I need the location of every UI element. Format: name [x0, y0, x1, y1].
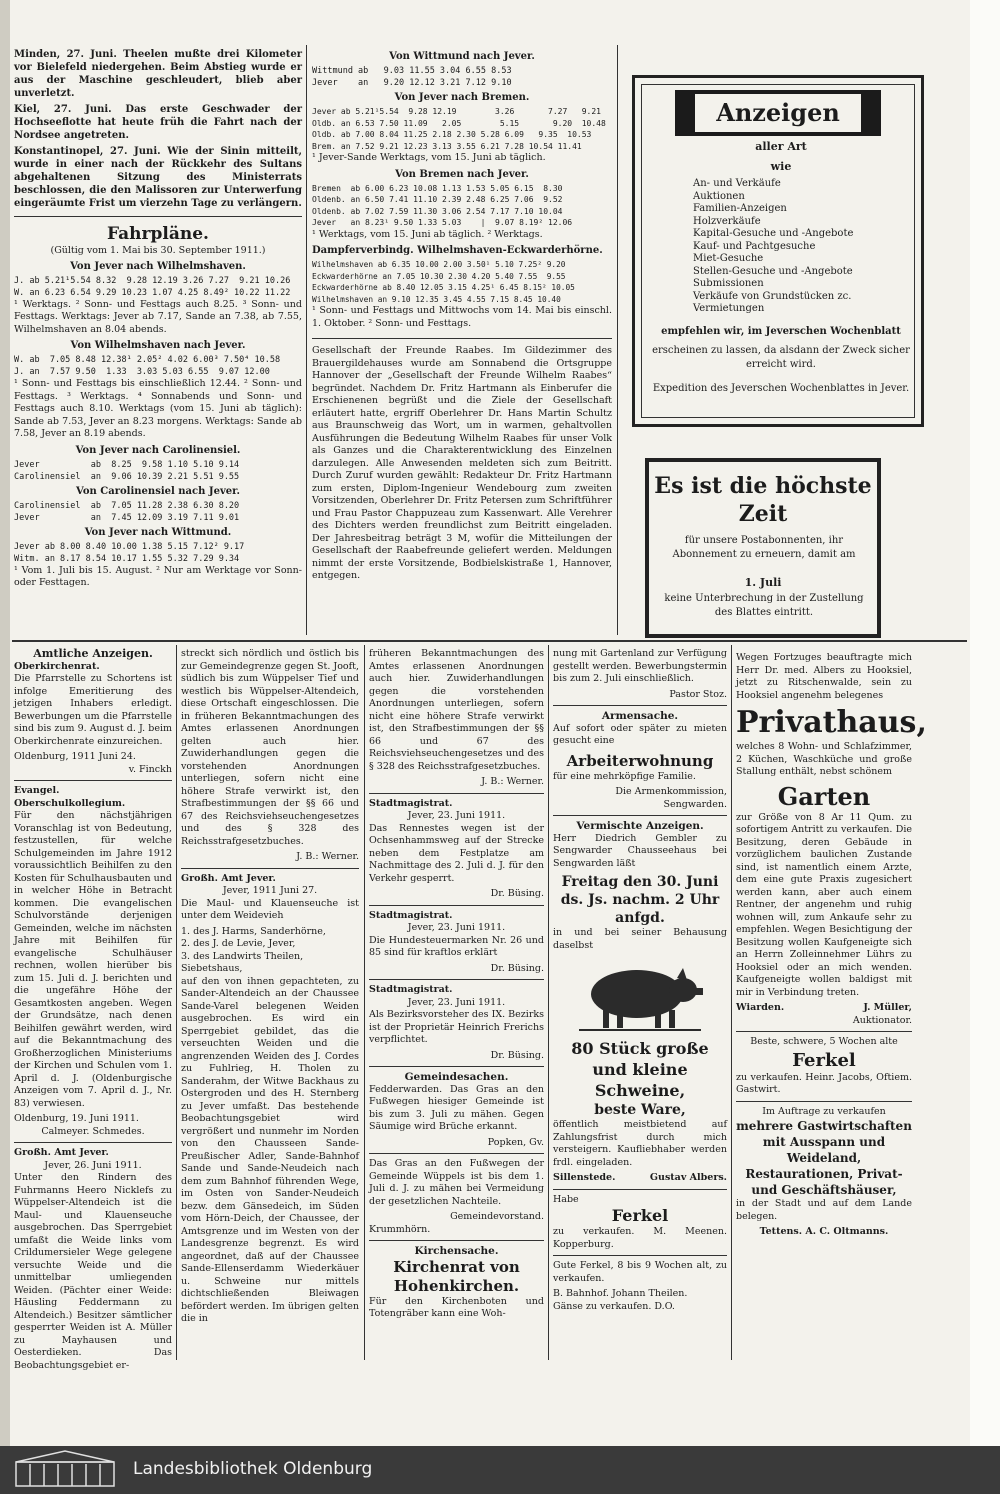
- timetable-row: Eckwarderhörne ab 8.40 12.05 3.15 4.25¹ 6.45 8.15² 10.05: [312, 283, 575, 292]
- notice-text: auf den von ihnen gepachteten, zu Sander-Altendeich an der Chaussee Sande-Varel belegenen Weiden ausgebrochen. Es wird ein Sperrgebiet gebildet, das die verseuchten Weiden und die angrenzenden Weiden des J. Cordes zu Fuhlrieg, H. Tholen zu Sanderahm, der Witwe Backhaus zu Ostergroden und des H. Sternberg zu Jever umfaßt. Das bestehende Beobachtungsgebiet wird vergrößert und nunmehr im Norden von den Chausseen Sande-Preußischer Adler, Sande-Bahnhof Sande und Sande-Neudeich nach dem zum Bahnhof führenden Wege, im Osten von Sander-Neudeich bezw. dem Gänsedeich, im Süden vom Hörn-Deich, der Chaussee, der Amtsgrenze und im Westen von der Landesgrenze begrenzt. Es wird angeordnet, daß auf der Chaussee Sande-Ellenserdamm Wiederkäuer u. Schweine nur mittels dichtschließenden Bleiwagen befördert werden. Im übrigen gelten die in: [181, 975, 359, 1324]
- divider: [553, 705, 727, 706]
- timetable-row: Jever an 8.23¹ 9.50 1.33 5.03 | 9.07 8.19² 12.06: [312, 218, 573, 227]
- column-rule: [306, 45, 307, 635]
- timetable-rows: [14, 541, 302, 565]
- timetable-row: Jever ab 8.25 9.58 1.10 5.10 9.14: [14, 459, 240, 470]
- notice-text: Das Gras an den Fußwegen der Gemeinde Wüppels ist bis dem 1. Juli d. J. zu mähen bei Vermeidung der gesetzlichen Nachteile.: [369, 1158, 544, 1207]
- sign-place: Sillenstede.: [553, 1172, 616, 1183]
- timetable-row: Bremen ab 6.00 6.23 10.08 1.13 1.53 5.05 6.15 8.30: [312, 183, 563, 193]
- column-rule: [548, 645, 549, 1360]
- timetable-section-title: Von Carolinensiel nach Jever.: [76, 485, 240, 497]
- anzeigen-text: erscheinen zu lassen, da alsdann der Zweck sicher erreicht wird.: [652, 345, 910, 370]
- notice-name: Calmeyer. Schmedes.: [41, 1125, 145, 1137]
- headline: Arbeiterwohnung: [566, 751, 714, 770]
- notice-text: Gute Ferkel, 8 bis 9 Wochen alt, zu verkaufen.: [553, 1260, 727, 1284]
- timetable-notes: ¹ Vom 1. Juli bis 15. August. ² Nur am Werktage vor Sonn- oder Festtagen.: [14, 564, 302, 588]
- notice-text: nung mit Gartenland zur Verfügung gestellt werden. Bewerbungstermin bis zum 2. Juli einschließlich.: [553, 648, 727, 684]
- timetable-row: Oldenb. an 6.50 7.41 11.10 2.39 2.48 6.25 7.06 9.52: [312, 195, 563, 204]
- notice-sign: Tettens. A. C. Oltmanns.: [759, 1226, 889, 1237]
- notice-name: Popken, Gv.: [487, 1136, 544, 1148]
- headline: Freitag den 30. Juni ds. Js. nachm. 2 Uhr anfgd.: [560, 874, 720, 926]
- notice-date: Jever, 23. Juni 1911.: [407, 996, 506, 1008]
- page-edge: [970, 0, 1000, 1494]
- timetable-row: Jever ab 8.00 8.40 10.00 1.38 5.15 7.12² 9.17: [14, 541, 245, 552]
- divider: [736, 1101, 912, 1102]
- anzeigen-text: empfehlen wir, im Jeverschen Wochenblatt: [661, 326, 901, 337]
- sign-role: Auktionator.: [852, 1014, 912, 1026]
- timetable-notes: ¹ Werktags. ² Sonn- und Festtags auch 8.25. ³ Sonn- und Festtags. Werktags: Jever ab 7.17, Sande an 7.38, ab 7.55, Wilhelmshaven an 8.04 abends.: [14, 298, 302, 335]
- anzeigen-list-item: Stellen-Gesuche und -Angebote: [693, 265, 853, 277]
- section-title: Vermischte Anzeigen.: [576, 820, 704, 832]
- notice-title: Stadtmagistrat.: [369, 984, 453, 995]
- notice-text: für eine mehrköpfige Familie.: [553, 770, 696, 782]
- notice-place: Krummhörn.: [369, 1223, 431, 1235]
- notice-name: J. B.: Werner.: [481, 776, 544, 787]
- notice-text: Fedderwarden. Das Gras an den Fußwegen hiesiger Gemeinde ist bis zum 3. Juli zu mähen. Gegen Säumige wird Brüche erkannt.: [369, 1083, 544, 1132]
- headline: Ferkel: [611, 1206, 669, 1225]
- page-binding: [0, 0, 10, 1494]
- notice-sign: [736, 1002, 912, 1015]
- mixed-ads-column: [553, 648, 727, 1313]
- notice-name: Pastor Stoz.: [669, 688, 727, 700]
- timetable-row: J. an 7.57 9.50 1.33 3.03 5.03 6.55 9.07 12.00: [14, 367, 270, 377]
- notice-date: Jever, 26. Juni 1911.: [44, 1159, 142, 1171]
- anzeigen-list-item: Kauf- und Pachtgesuche: [693, 240, 816, 252]
- timetable-row: Eckwarderhörne an 7.05 10.30 2.30 4.20 5.40 7.55 9.55: [312, 271, 566, 281]
- divider: [369, 1066, 544, 1067]
- anzeigen-list-item: An- und Verkäufe: [693, 178, 781, 189]
- notice-name: Dr. Büsing.: [490, 888, 544, 899]
- divider: [14, 1142, 172, 1143]
- subscription-title: Es ist die höchste Zeit: [654, 473, 872, 527]
- timetable-row: Wilhelmshaven an 9.10 12.35 3.45 4.55 7.15 8.45 10.40: [312, 294, 561, 304]
- sign-name: Gustav Albers.: [649, 1172, 727, 1183]
- notice-text: zu verkaufen. Heinr. Jacobs, Oftiem. Gastwirt.: [736, 1071, 912, 1095]
- timetable-section-title: Von Jever nach Carolinensiel.: [75, 444, 241, 456]
- subscription-box: [645, 458, 881, 638]
- timetable-row: Carolinensiel an 9.06 10.39 2.21 5.51 9.55: [14, 471, 240, 482]
- notice-date: Jever, 23. Juni 1911.: [407, 810, 506, 821]
- timetable-rows: [312, 183, 612, 229]
- notice-text: zur Größe von 8 Ar 11 Qum. zu sofortigem Antritt zu verkaufen. Die Besitzung, deren Gebäude in vorzüglichem baulichen Zustande sind, ist namentlich einem Arzte, dem eine gute Praxis zugesichert werden kann, aber auch einem Rentner, der angenehm und ruhig wohnen will, zum Ankaufe sehr zu empfehlen. Wegen Besichtigung der Besitzung wollen Kaufgeneigte sich an Herrn Zolleinnehmer Lührs zu Hooksiel oder an mich wenden. Kaufgeneigte wollen baldigst mit mir in Verbindung treten.: [736, 811, 912, 998]
- timetable-section-title: Von Jever nach Wilhelmshaven.: [70, 260, 246, 272]
- raabe-article: Gesellschaft der Freunde Raabes. Im Gildezimmer des Brauergildehauses wurde am Sonnabend die Ortsgruppe Hannover der „Gesellschaft der Freunde Wilhelm Raabes“ begründet. Nachdem Dr. Fritz Hartmann als Einberufer die Erschienenen begrüßt und die Ziele der Gesellschaft erläutert hatte, ergriff Oberlehrer Dr. Hans Martin Schultz aus Braunschweig das Wort, um in warmen, gehaltvollen Ausführungen die Bedeutung Wilhelm Raabes für unser Volk als Ganzes und die Charakterentwicklung des Einzelnen darzulegen. Alle Anwesenden meldeten sich zum Beitritt. Durch Zuruf wurden gewählt: Redakteur Dr. Fritz Hartmann zum ersten, Diplom-Ingenieur Wendebourg zum zweiten Vorsitzenden, Oberlehrer Dr. Fritz Petersen zum Schriftführer und Frau Pastor Chappuzeau zum Kassenwart. Alle Verehrer des Dichters werden freundlichst zum Beitritt eingeladen. Der Jahresbeitrag beträgt 3 M, wofür die Mitteilungen der Gesellschaft der Raabefreunde geliefert werden. Meldungen nimmt der erste Vorsitzende, Bodbielskistraße 1, Hannover, entgegen.: [312, 345, 612, 581]
- timetable-row: W. ab 7.05 8.48 12.38¹ 2.05² 4.02 6.00³ 7.50⁴ 10.58: [14, 355, 281, 365]
- timetable-rows: [312, 259, 612, 305]
- divider: [181, 868, 359, 869]
- notice-sign: Gemeindevorstand.: [450, 1211, 544, 1222]
- notice-text: öffentlich meistbietend auf Zahlungsfrist durch mich versteigern. Kaufliebhaber werden frdl. eingeladen.: [553, 1119, 727, 1168]
- section-title: Kirchensache.: [414, 1245, 499, 1257]
- pig-ear: [677, 968, 687, 980]
- timetable-column: [312, 48, 612, 586]
- notice-sign: [553, 1172, 727, 1185]
- anzeigen-list-item: Miet-Gesuche: [693, 253, 764, 264]
- news-item: Konstantinopel, 27. Juni. Wie der Sinin mitteilt, wurde in einer nach der Rückkehr des Sultans abgehaltenen Sitzung des Ministerrats beschlossen, die den Malissoren zur Unterwerfung eingeräumte Frist um vierzehn Tage zu verlängern.: [14, 146, 302, 209]
- column-rule: [176, 645, 177, 1360]
- list-item: 1. des J. Harms, Sanderhörne,: [181, 925, 326, 937]
- notice-sign: Die Armenkommission, Sengwarden.: [615, 786, 727, 810]
- timetable-notes: ¹ Jever-Sande Werktags, vom 15. Juni ab täglich.: [312, 152, 546, 163]
- divider: [736, 1031, 912, 1032]
- divider: [553, 815, 727, 816]
- divider: [369, 979, 544, 980]
- timetable-row: Carolinensiel ab 7.05 11.28 2.38 6.30 8.20: [14, 500, 240, 511]
- sign-name: J. Müller,: [863, 1002, 912, 1013]
- anzeigen-wie: wie: [770, 160, 792, 173]
- divider: [369, 1240, 544, 1241]
- list-item: 3. des Landwirts Theilen, Siebetshaus,: [181, 950, 304, 974]
- timetable-section-title: Von Bremen nach Jever.: [395, 168, 529, 180]
- notice-text: welches 8 Wohn- und Schlafzimmer, 2 Küchen, Waschküche und große Stallung enthält, nebst schönem: [736, 741, 912, 777]
- divider: [553, 1189, 727, 1190]
- notice-text: Auf sofort oder später zu mieten gesucht eine: [553, 722, 727, 746]
- section-rule: [12, 640, 967, 642]
- anzeigen-list-item: Familien-Anzeigen: [693, 203, 787, 214]
- notice-text: Im Auftrage zu verkaufen: [762, 1105, 886, 1117]
- notice-text: zu verkaufen. M. Meenen. Kopperburg.: [553, 1226, 727, 1250]
- headline-garten: Garten: [777, 781, 871, 811]
- anzeigen-list-item: Verkäufe von Grundstücken zc.: [693, 290, 852, 302]
- divider: [369, 905, 544, 906]
- notice-text: Als Bezirksvorsteher des IX. Bezirks ist der Proprietär Heinrich Frerichs verpflichtet.: [369, 1009, 544, 1045]
- divider: [312, 338, 612, 339]
- timetable-row: Witm. an 8.17 8.54 10.17 1.55 5.32 7.29 9.34: [14, 553, 240, 564]
- notice-date: Jever, 1911 Juni 27.: [222, 885, 318, 896]
- sign-place: Wiarden.: [736, 1002, 785, 1013]
- notice-title: Stadtmagistrat.: [369, 909, 453, 921]
- section-title: Armensache.: [601, 710, 679, 722]
- notice-text: in und bei seiner Behausung daselbst: [553, 927, 727, 951]
- notice-text: Die Hundesteuermarken Nr. 26 und 85 sind für kraftlos erklärt: [369, 934, 544, 958]
- anzeigen-footer: Expedition des Jeverschen Wochenblattes in Jever.: [652, 383, 910, 394]
- timetable-title: Fahrpläne.: [107, 224, 209, 244]
- notice-title: Großh. Amt Jever.: [14, 1147, 109, 1158]
- notice-text: Für den nächstjährigen Voranschlag ist von Bedeutung, festzustellen, für welche Schulgemeinden im Jahre 1912 voraussichtlich Beihilfen zu den Kosten für Schulhausbauten und in welcher Höhe in Betracht kommen. Die evangelischen Schulvorstände derjenigen Gemeinden, welche im nächsten Jahre mit Beihilfen für evangelische Schulhäuser rechnen, wollen hierüber bis zum 15. Juli d. J. berichten und die ungefähre Höhe der Gesamtkosten angeben. Wegen der Grundsätze, nach denen Beihilfen gewährt werden, wird auf die Bekanntmachung des Großherzoglichen Ministeriums der Kirchen und Schulen vom 1. April d. J. (Oldenburgische Anzeigen vom 7. April d. J., Nr. 83) verwiesen.: [14, 810, 172, 1109]
- timetable-notes: ¹ Sonn- und Festtags bis einschließlich 12.44. ² Sonn- und Festtags. ³ Werktags. ⁴ Sonnabends und Sonn- und Festtags auch 8.10. Werktags (vom 15. Juni ab täglich): Sande ab 7.53, Jever an 8.23 morgens. Werktags: Sande ab 7.58, Jever an 8.19 abends.: [14, 378, 302, 439]
- notice-sign: Oldenburg, 1911 Juni 24.: [14, 751, 136, 762]
- library-name: Landesbibliothek Oldenburg: [133, 1459, 373, 1479]
- notice-title: Evangel. Oberschulkollegium.: [14, 785, 126, 809]
- headline: Ferkel: [792, 1049, 856, 1071]
- notice-text: Wegen Fortzuges beauftragte mich Herr Dr. med. Albers zu Hooksiel, jetzt zu Ritschenwalde, sein zu Hooksiel angenehm belegenes: [736, 652, 912, 701]
- anzeigen-list-item: Kapital-Gesuche und -Angebote: [693, 228, 854, 239]
- headline: mehrere Gastwirtschaften mit Ausspann und Weideland, Restaurationen, Privat- und Geschäftshäuser,: [736, 1119, 912, 1197]
- anzeigen-list-item: Holzverkäufe: [693, 215, 761, 227]
- timetable-section-title: Von Jever nach Wittmund.: [84, 526, 232, 538]
- notice-sign: Oldenburg, 19. Juni 1911.: [14, 1113, 139, 1124]
- timetable-section-title: Von Wilhelmshaven nach Jever.: [70, 340, 246, 351]
- notice-text: Beste, schwere, 5 Wochen alte: [750, 1036, 898, 1047]
- timetable-row: W. an 6.23 6.54 9.29 10.23 1.07 4.25 8.49² 10.22 11.22: [14, 287, 291, 298]
- municipal-notices-column: [369, 648, 544, 1324]
- notice-text: Für den Kirchenboten und Totengräber kann eine Woh-: [369, 1295, 544, 1319]
- headline: beste Ware,: [594, 1102, 686, 1118]
- timetable-row: Jever an 9.20 12.12 3.21 7.12 9.10: [312, 78, 512, 88]
- timetable-row: Jever an 7.45 12.09 3.19 7.11 9.01: [14, 512, 240, 523]
- timetable-notes: ¹ Werktags, vom 15. Juni ab täglich. ² Werktags.: [312, 228, 543, 240]
- timetable-row: Oldenb. ab 7.02 7.59 11.30 3.06 2.54 7.17 7.10 10.04: [312, 206, 563, 216]
- notice-text: Habe: [553, 1193, 579, 1205]
- timetable-row: J. ab 5.21¹5.54 8.32 9.28 12.19 3.26 7.27 9.21 10.26: [14, 275, 291, 286]
- news-column: [14, 48, 302, 593]
- divider: [553, 1255, 727, 1256]
- property-ads-column: [736, 652, 927, 1239]
- timetable-rows: [14, 500, 302, 524]
- notice-title: Stadtmagistrat.: [369, 797, 453, 809]
- list-item: 2. des J. de Levie, Jever,: [181, 938, 296, 949]
- timetable-row: Wittmund ab 9.03 11.55 3.04 6.55 8.53: [312, 66, 512, 76]
- notice-name: v. Finckh: [128, 763, 172, 775]
- divider: [369, 1153, 544, 1154]
- pig-head: [669, 978, 697, 1002]
- pig-leg: [669, 1010, 675, 1028]
- anzeigen-list: [693, 178, 923, 316]
- timetable-section-title: Von Wittmund nach Jever.: [389, 51, 535, 62]
- timetable-section-title: Dampferverbindg. Wilhelmshaven-Eckwarderhörne.: [312, 245, 603, 256]
- column-rule: [617, 45, 618, 635]
- advertising-box: [632, 75, 924, 427]
- notice-title: Großh. Amt Jever.: [181, 872, 276, 884]
- divider: [14, 216, 302, 217]
- notice-text: früheren Bekanntmachungen des Amtes erlassenen Anordnungen auch hier. Zuwiderhandlungen gegen die vorstehenden Anordnungen unterliegen, sofern nicht eine höhere Strafe verwirkt ist, den Strafbestimmungen der §§ 66 und 67 des Reichsviehseuchengesetzes und des § 328 des Reichsstrafgesetzbuches.: [369, 648, 544, 772]
- timetable-section-title: Von Jever nach Bremen.: [394, 92, 530, 103]
- timetable-rows: [14, 354, 302, 378]
- notice-text: Die Pfarrstelle zu Schortens ist infolge Emeritierung des jetzigen Inhabers erledigt. Bewerbungen um die Pfarrstelle sind bis zum 9. August d. J. beim Oberkirchenrate einzureichen.: [14, 673, 172, 747]
- notice-name: Dr. Büsing.: [490, 962, 544, 974]
- notice-sign: B. Bahnhof. Johann Theilen.: [553, 1288, 688, 1299]
- notice-text: streckt sich nördlich und östlich bis zur Gemeindegrenze gegen St. Jooft, südlich bis zum Wüppelser Tief und westlich bis Wüppelser-Altendeich, diese Ortschaft eingeschlossen. Die in früheren Bekanntmachungen des Amtes erlassenen Anordnungen gelten auch hier. Zuwiderhandlungen gegen die vorstehenden Anordnungen unterliegen, sofern nicht eine höhere Strafe verwirkt ist, den Strafbestimmungen der §§ 66 und 67 des Reichsviehseuchengesetzes und des § 328 des Reichsstrafgesetzbuches.: [181, 648, 359, 847]
- news-item: Kiel, 27. Juni. Das erste Geschwader der Hochseeflotte hat heute früh die Fahrt nach der Nordsee angetreten.: [14, 104, 302, 141]
- section-title: Gemeindesachen.: [404, 1071, 509, 1083]
- subscription-text: keine Unterbrechung in der Zustellung des Blattes eintritt.: [664, 593, 864, 618]
- notice-date: Jever, 23. Juni 1911.: [407, 922, 506, 933]
- notice-name: J. B.: Werner.: [296, 851, 359, 862]
- timetable-row: Brem. an 7.52 9.21 12.23 3.13 3.55 6.21 7.28 10.54 11.41: [312, 141, 582, 151]
- divider: [369, 793, 544, 794]
- news-item: Minden, 27. Juni. Theelen mußte drei Kilometer vor Bielefeld niedergehen. Beim Abstieg wurde er aus der Maschine geschleudert, blieb aber unverletzt.: [14, 49, 302, 99]
- timetable-rows: [14, 275, 302, 299]
- notice-text: Die Maul- und Klauenseuche ist unter dem Weidevieh: [181, 897, 359, 921]
- timetable-row: Oldb. ab 7.00 8.04 11.25 2.18 2.30 5.28 6.09 9.35 10.53: [312, 130, 592, 139]
- timetable-notes: ¹ Sonn- und Festtags und Mittwochs vom 14. Mai bis einschl. 1. Oktober. ² Sonn- und Festtags.: [312, 305, 612, 329]
- subscription-date: 1. Juli: [744, 576, 782, 589]
- pig-leg: [603, 1010, 609, 1028]
- anzeigen-list-item: Submissionen: [693, 278, 764, 289]
- pig-leg: [655, 1010, 661, 1028]
- timetable-row: Oldb. an 6.53 7.50 11.09 2.05 5.15 9.20 10.48: [312, 118, 606, 128]
- notice-text: Herr Diedrich Gembler zu Sengwarder Chausseehaus bei Sengwarden läßt: [553, 832, 727, 869]
- official-notices-column: [14, 648, 172, 1375]
- timetable-row: Jever ab 5.21¹5.54 9.28 12.19 3.26 7.27 9.21: [312, 107, 601, 116]
- headline: Kirchenrat von Hohenkirchen.: [393, 1257, 520, 1295]
- notice-text: in der Stadt und auf dem Lande belegen.: [736, 1198, 912, 1222]
- pig-illustration: [575, 956, 705, 1034]
- timetable-rows: [14, 459, 302, 483]
- headline-privathaus: Privathaus,: [736, 705, 927, 740]
- notice-text: Unter den Rindern des Fuhrmanns Heero Nicklefs zu Wüppelser-Altendeich ist die Maul- und Klauenseuche ausgebrochen. Das Sperrgebiet umfaßt die Weide links vom Crildumersieler Wege gelegene versuchte Weide und die unmittelbar umliegenden Weiden. (Pächter einer Weide: Häusling Feddermann zu Altendeich.) Besitzer sämtlicher gesperrter Weiden ist A. Müller zu Mayhausen und Oesterdieken. Das Beobachtungsgebiet er-: [14, 1172, 172, 1371]
- column-rule: [364, 645, 365, 1360]
- anzeigen-list-item: Auktionen: [693, 190, 745, 202]
- official-notices-column-2: [181, 648, 359, 1329]
- notice-text: Gänse zu verkaufen. D.O.: [553, 1300, 675, 1312]
- anzeigen-title: Anzeigen: [695, 94, 861, 132]
- timetable-rows: [312, 106, 612, 152]
- timetable-row: Wilhelmshaven ab 6.35 10.00 2.00 3.50¹ 5.10 7.25² 9.20: [312, 260, 566, 269]
- anzeigen-subtitle: aller Art: [755, 140, 807, 153]
- divider: [14, 780, 172, 781]
- notice-name: Dr. Büsing.: [490, 1049, 544, 1061]
- timetable-rows: [312, 65, 612, 89]
- headline: 80 Stück große und kleine Schweine,: [571, 1039, 709, 1100]
- section-title: Amtliche Anzeigen.: [33, 647, 153, 660]
- subscription-text: für unsere Postabonnenten, ihr Abonnement zu erneuern, damit am: [672, 535, 856, 560]
- library-building-icon: [10, 1448, 120, 1490]
- anzeigen-list-item: Vermietungen: [693, 303, 765, 314]
- pig-snout: [693, 988, 703, 995]
- pig-leg: [617, 1010, 623, 1028]
- notice-title: Oberkirchenrat.: [14, 660, 100, 672]
- column-rule: [731, 645, 732, 1360]
- timetable-validity: (Gültig vom 1. Mai bis 30. September 1911.): [50, 245, 266, 256]
- notice-text: Das Rennestes wegen ist der Ochsenhammsweg auf der Strecke neben dem Festplatze am Nachmittage des 2. Juli d. J. für den Verkehr gesperrt.: [369, 822, 544, 884]
